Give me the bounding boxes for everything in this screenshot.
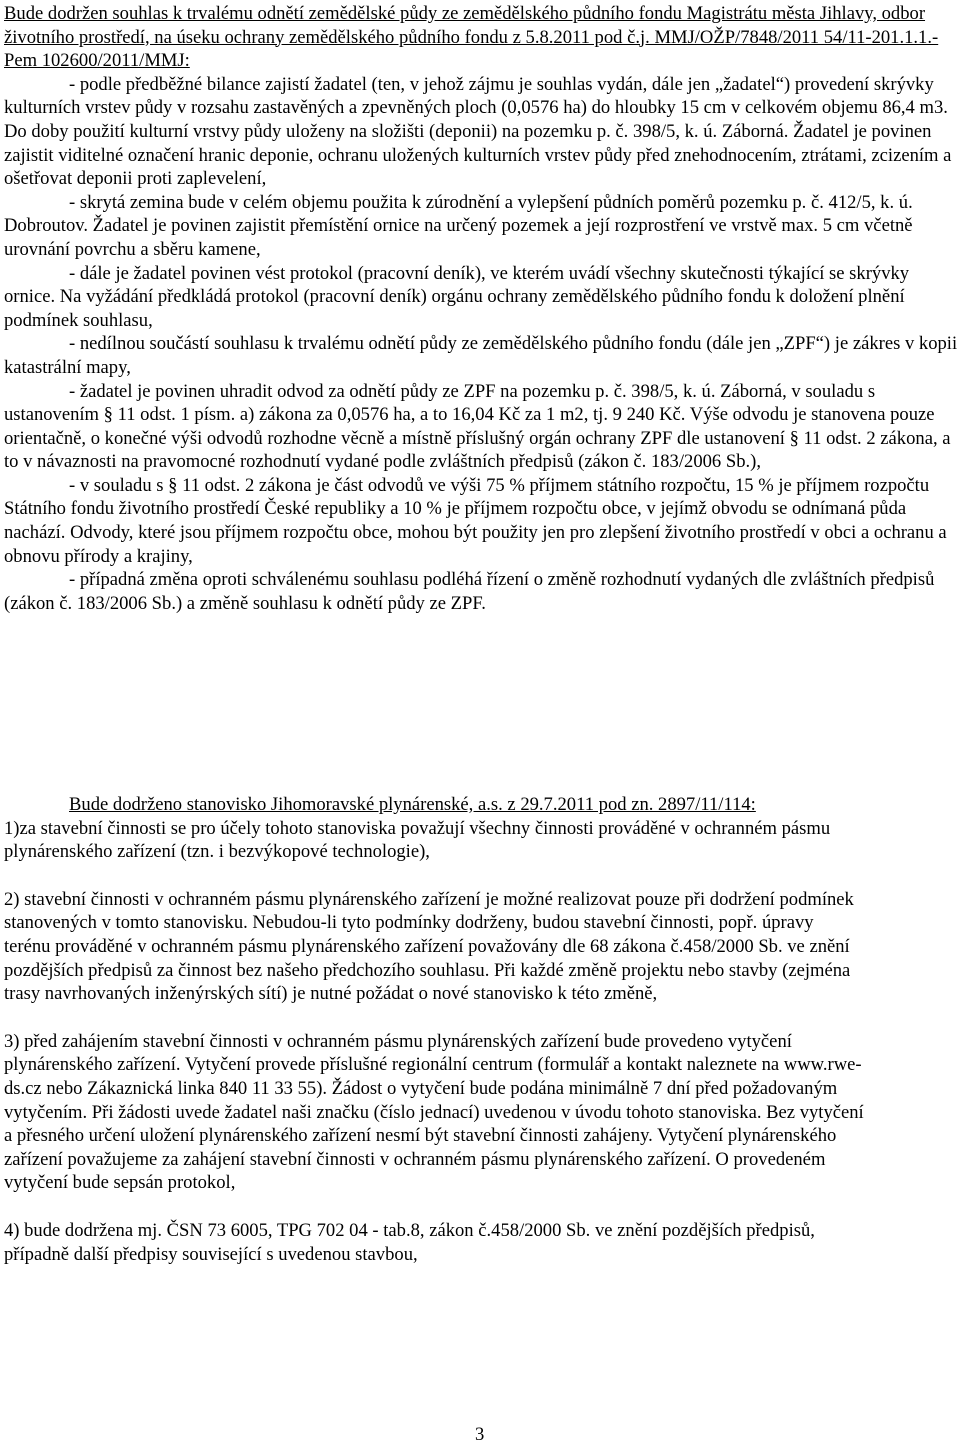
zpf-consent-section [4,2,958,615]
paragraph-gap [4,864,958,888]
gas-point-2: 2) stavební činnosti v ochranném pásmu plynárenského zařízení je možné realizovat pouze při dodržení podmínek stanovených v tomto stanovisku. Nebudou-li tyto podmínky dodrženy, budou stavební činnosti, popř. úpravy terénu prováděné v ochranném pásmu plynárenského zařízení považovány dle 68 zákona č.458/2000 Sb. ve znění pozdějších předpisů za činnost bez našeho předchozího souhlasu. Při každé změně projektu nebo stavby (zejména trasy navrhovaných inženýrských sítí) je nutné požádat o nové stanovisko k této změně, [4,888,854,1005]
gas-point-3: 3) před zahájením stavební činnosti v ochranném pásmu plynárenských zařízení bude provedeno vytyčení plynárenského zařízení. Vytyčení provede příslušné regionální centrum (formulář a kontakt naleznete na www.rwe-ds.cz nebo Zákaznická linka 840 11 33 55). Žádost o vytyčení bude podána minimálně 7 dní před požadovaným vytyčením. Při žádosti uvede žadatel naši značku (číslo jednací) uvedenou v úvodu tohoto stanoviska. Bez vytyčení a přesného určení uložení plynárenského zařízení nesmí být stavební činnosti zahájeny. Vytyčení plynárenského zařízení považujeme za zahájení stavební činnosti v ochranném pásmu plynárenského zařízení. O provedeném vytyčení bude sepsán protokol, [4,1030,864,1194]
gas-section-heading: Bude dodrženo stanovisko Jihomoravské plynárenské, a.s. z 29.7.2011 pod zn. 2897/11/114: [69,794,756,815]
zpf-section-heading: Bude dodržen souhlas k trvalému odnětí zemědělské půdy ze zemědělského půdního fondu Magistrátu města Jihlavy, odbor životního prostředí, na úseku ochrany zemědělského půdního fondu z 5.8.2011 pod č.j. MMJ/OŽP/7848/2011 54/11-201.1.1.-Pem 102600/2011/MMJ: [4,3,939,72]
paragraph-gap [4,1006,958,1030]
gas-point-1: 1)za stavební činnosti se pro účely tohoto stanoviska považují všechny činnosti prováděné v ochranném pásmu plynárenského zařízení (tzn. i bezvýkopové technologie), [4,817,831,863]
page-number: 3 [475,1424,485,1445]
zpf-condition-2: - skrytá zemina bude v celém objemu použita k zúrodnění a vylepšení půdních poměrů pozemku p. č. 412/5, k. ú. Dobroutov. Žadatel je povinen zajistit přemístění ornice na určený pozemek a její rozprostření ve vrstvě max. 5 cm včetně urovnání povrchu a sběru kamene, [4,191,913,260]
zpf-condition-3: - dále je žadatel povinen vést protokol (pracovní deník), ve kterém uvádí všechny skutečnosti týkající se skrývky ornice. Na vyžádání předkládá protokol (pracovní deník) orgánu ochrany zemědělského půdního fondu k doložení plnění podmínek souhlasu, [4,262,910,331]
zpf-condition-7: - případná změna oproti schválenému souhlasu podléhá řízení o změně rozhodnutí vydaných dle zvláštních předpisů (zákon č. 183/2006 Sb.) a změně souhlasu k odnětí půdy ze ZPF. [4,569,935,614]
zpf-condition-5: - žadatel je povinen uhradit odvod za odnětí půdy ze ZPF na pozemku p. č. 398/5, k. ú. Záborná, v souladu s ustanovením § 11 odst. 1 písm. a) zákona za 0,0576 ha, a to 16,04 Kč za 1 m2, tj. 9 240 Kč. Výše odvodu je stanovena pouze orientačně, o konečné výši odvodů rozhodne věcně a místně příslušný orgán ochrany ZPF dle ustanovení § 11 odst. 2 zákona, a to v návaznosti na pravomocné rozhodnutí vydané podle zvláštních předpisů (zákon č. 183/2006 Sb.), [4,380,951,473]
gas-point-4: 4) bude dodržena mj. ČSN 73 6005, TPG 702 04 - tab.8, zákon č.458/2000 Sb. ve znění pozdějších předpisů, případně další předpisy související s uvedenou stavbou, [4,1219,815,1265]
zpf-condition-4: - nedílnou součástí souhlasu k trvalému odnětí půdy ze zemědělského půdního fondu (dále jen „ZPF“) je zákres v kopii katastrální mapy, [4,333,958,378]
paragraph-gap [4,1195,958,1219]
zpf-condition-6: - v souladu s § 11 odst. 2 zákona je část odvodů ve výši 75 % příjmem státního rozpočtu, 15 % je příjmem rozpočtu Státního fondu životního prostředí České republiky a 10 % je příjmem rozpočtu obce, v jejímž obvodu se odnímaná půda nachází. Odvody, které jsou příjmem rozpočtu obce, mohou být použity jen pro zlepšení životního prostředí v obci a ochranu a obnovu přírody a krajiny, [4,474,947,567]
gas-utility-section [4,793,958,1266]
zpf-condition-1: - podle předběžné bilance zajistí žadatel (ten, v jehož zájmu je souhlas vydán, dále jen „žadatel“) provedení skrývky kulturních vrstev půdy v rozsahu zastavěných a zpevněných ploch (0,0576 ha) do hloubky 15 cm v celkovém objemu 86,4 m3. Do doby použití kulturní vrstvy půdy uloženy na složišti (deponii) na pozemku p. č. 398/5, k. ú. Záborná. Žadatel je povinen zajistit viditelné označení hranic deponie, ochranu uložených kulturních vrstev půdy před znehodnocením, ztrátami, zcizením a ošetřovat deponii proti zaplevelení, [4,73,952,190]
